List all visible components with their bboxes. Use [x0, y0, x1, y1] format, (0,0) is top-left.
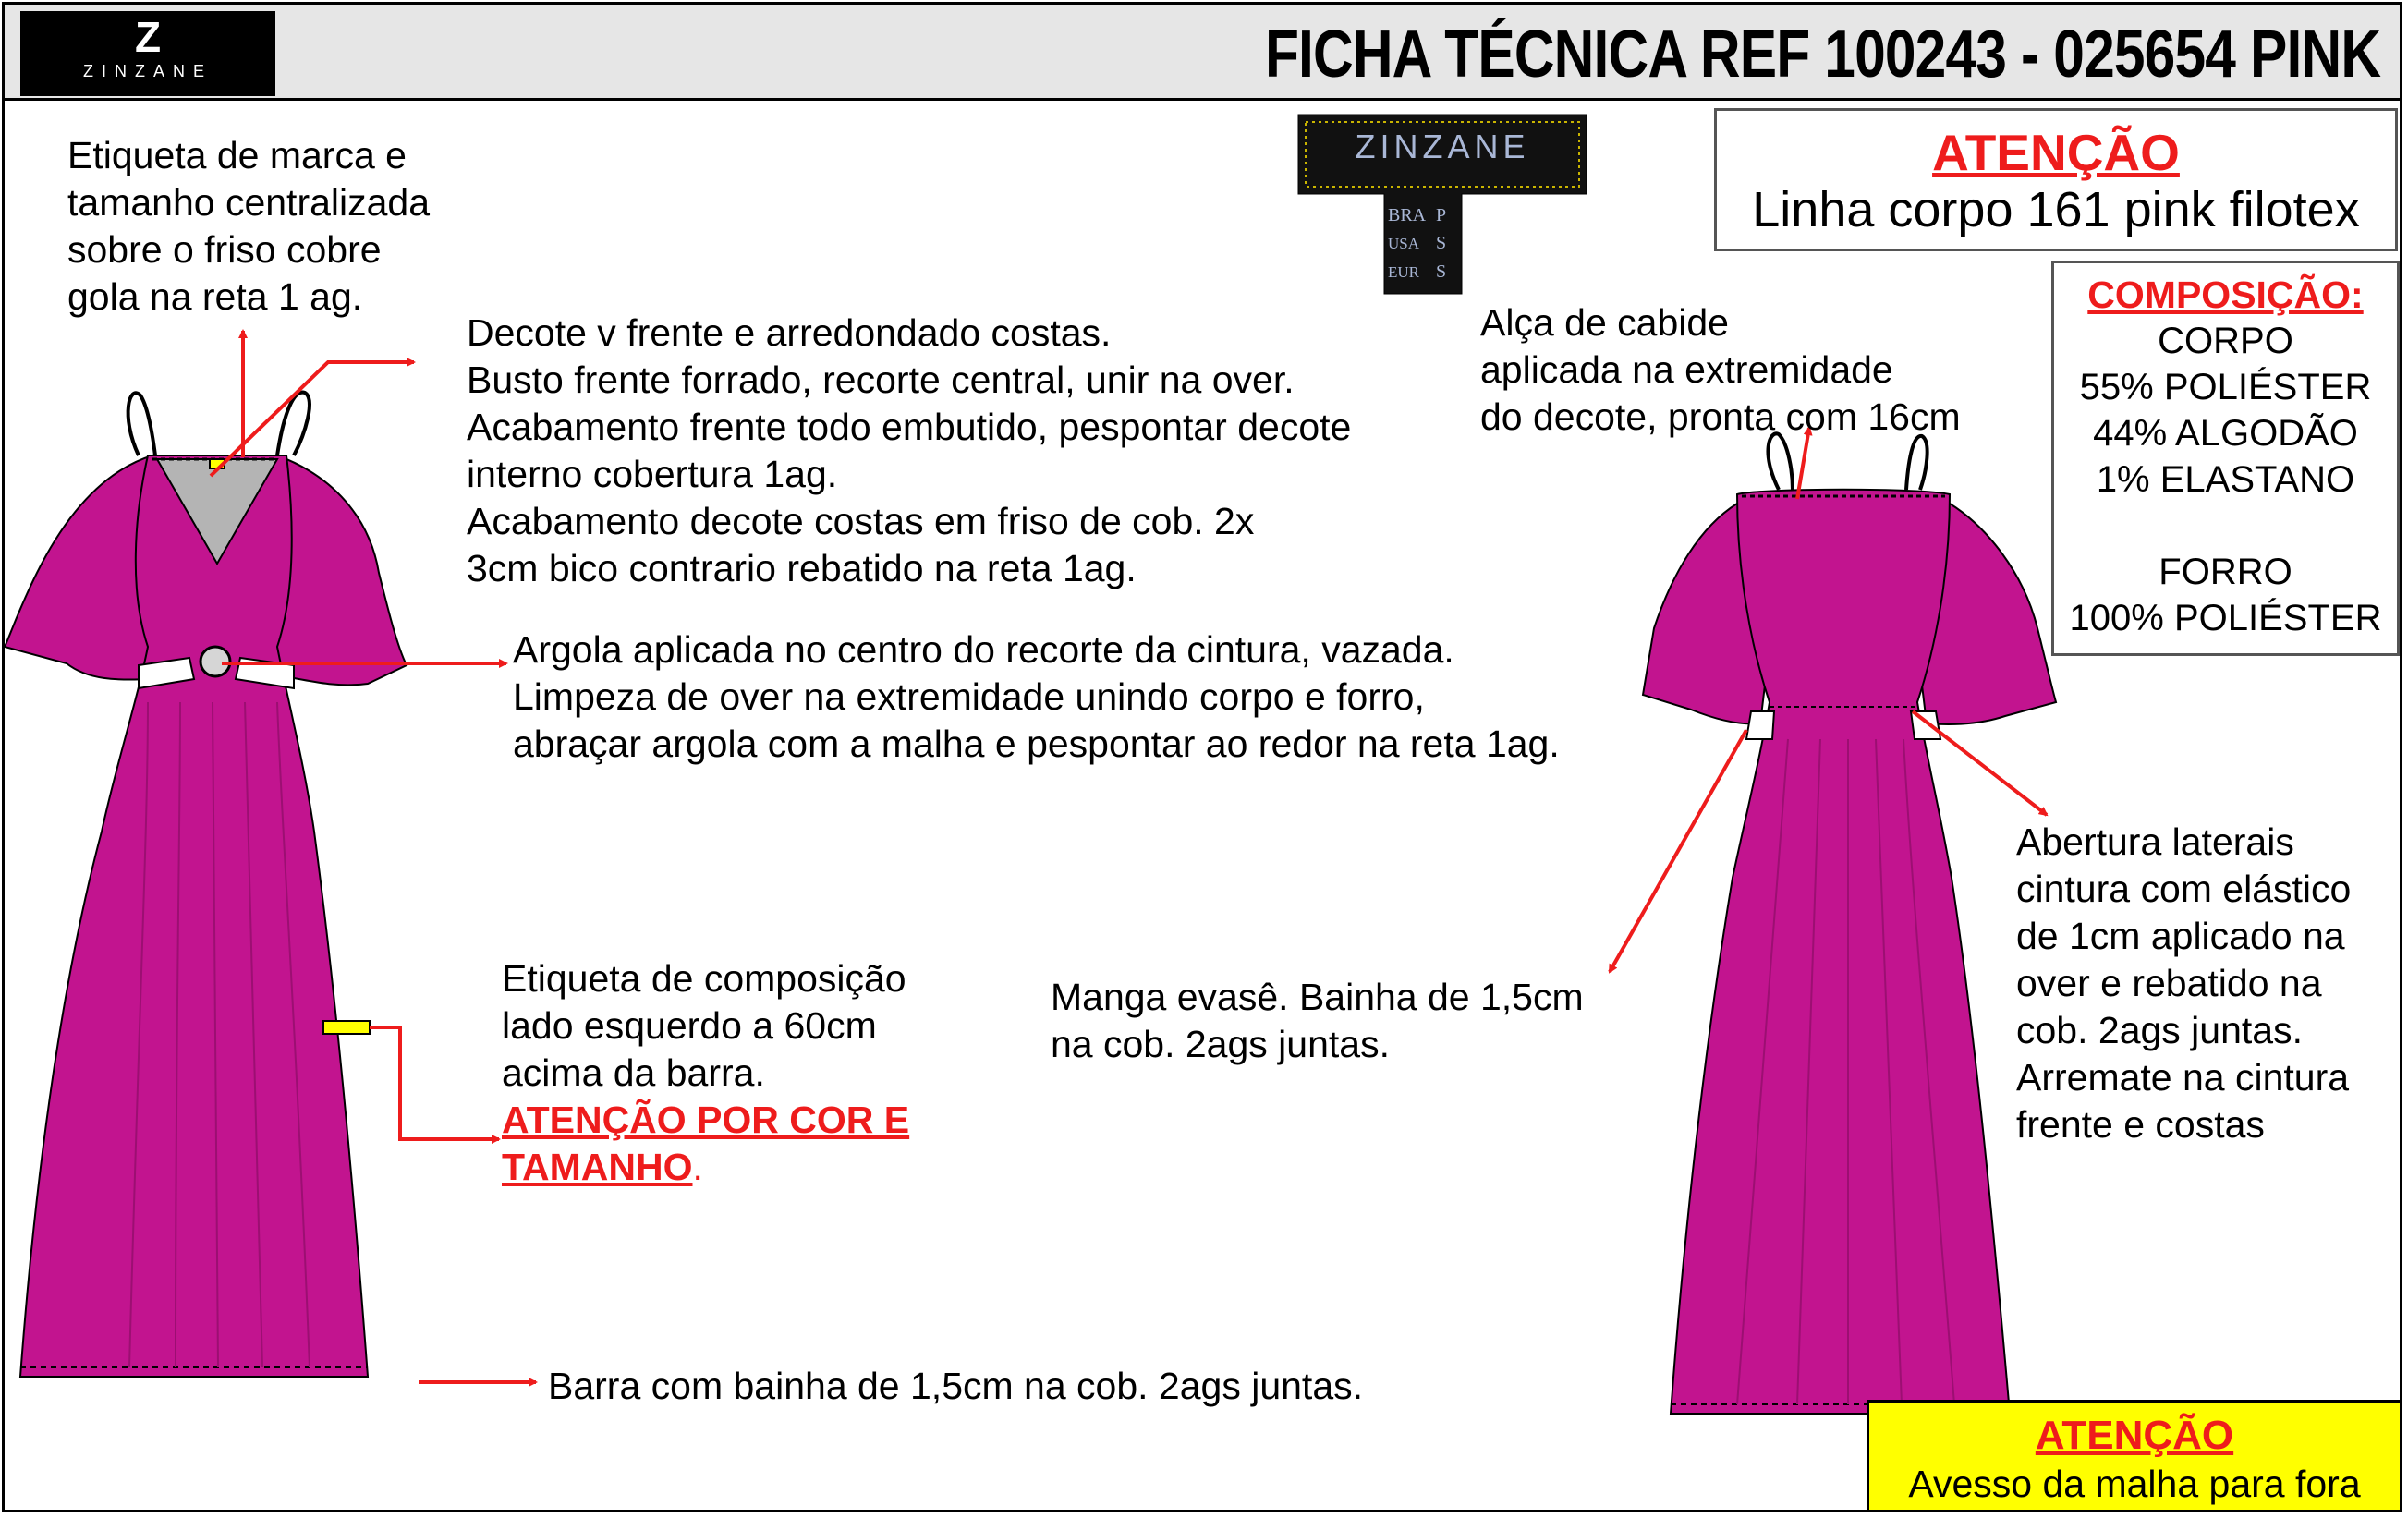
note-brand-label	[67, 132, 430, 321]
note-line: tamanho centralizada	[67, 181, 431, 224]
composition-line: 100% POLIÉSTER	[2069, 598, 2382, 638]
composition-label-marker	[323, 1021, 370, 1034]
note-line: Limpeza de over na extremidade unindo corpo e forro,	[513, 675, 1425, 718]
note-line: Busto frente forrado, recorte central, unir na over.	[467, 358, 1295, 401]
note-line: Arremate na cintura	[2016, 1056, 2350, 1099]
note-line: over e rebatido na	[2016, 962, 2322, 1004]
note-line: Manga evasê. Bainha de 1,5cm	[1051, 976, 1584, 1018]
note-line: interno cobertura 1ag.	[467, 453, 838, 495]
note-line: cob. 2ags juntas.	[2016, 1009, 2303, 1051]
warning-box	[1867, 1400, 2400, 1512]
note-composition-label	[502, 955, 909, 1191]
note-line: lado esquerdo a 60cm	[502, 1004, 877, 1047]
note-sleeve	[1051, 974, 1584, 1068]
warning-heading: ATENÇÃO	[2035, 1413, 2234, 1458]
back-dress-drawing	[1643, 433, 2056, 1414]
note-line: Abertura laterais	[2016, 820, 2294, 863]
note-line: sobre o friso cobre	[67, 228, 382, 271]
note-line: Etiqueta de composição	[502, 957, 906, 1000]
size-region-bra: BRA	[1388, 205, 1427, 225]
label-tag-sizes	[1388, 201, 1462, 286]
attention-heading: ATENÇÃO	[1932, 124, 2180, 181]
logo-word: ZINZANE	[82, 62, 213, 80]
note-line: Argola aplicada no centro do recorte da cintura, vazada.	[513, 628, 1454, 671]
note-line: Acabamento frente todo embutido, pespontar decote	[467, 406, 1352, 448]
composition-spacer	[2054, 503, 2397, 549]
label-tag-brand: ZINZANE	[1355, 128, 1530, 165]
note-waist-ring	[513, 626, 1560, 768]
note-line: Etiqueta de marca e	[67, 134, 407, 176]
note-line: acima da barra.	[502, 1051, 765, 1094]
composition-line: FORRO	[2159, 552, 2292, 592]
attention-box	[1714, 108, 2398, 251]
note-neckline	[467, 310, 1351, 592]
size-region-eur: EUR	[1388, 263, 1419, 281]
note-line: abraçar argola com a malha e pespontar ao redor na reta 1ag.	[513, 723, 1560, 765]
warning-line: TAMANHO	[502, 1146, 693, 1188]
size-value-eur: S	[1436, 261, 1447, 282]
note-side-openings	[2016, 819, 2351, 1148]
composition-line: CORPO	[2158, 321, 2293, 361]
note-line: gola na reta 1 ag.	[67, 275, 363, 318]
composition-heading: COMPOSIÇÃO:	[2087, 273, 2364, 316]
warning-line: ATENÇÃO POR COR E	[502, 1099, 910, 1141]
composition-box	[2051, 261, 2400, 656]
note-line: do decote, pronta com 16cm	[1480, 395, 1961, 438]
composition-line: 44% ALGODÃO	[2093, 413, 2358, 454]
note-line: na cob. 2ags juntas.	[1051, 1023, 1390, 1065]
composition-line: 55% POLIÉSTER	[2079, 367, 2372, 407]
size-value-usa: S	[1436, 233, 1447, 253]
composition-line: 1% ELASTANO	[2096, 459, 2355, 500]
warning-text: Avesso da malha para fora	[1908, 1463, 2361, 1505]
note-line: 3cm bico contrario rebatido na reta 1ag.	[467, 547, 1137, 589]
logo-mark: Z	[134, 13, 162, 61]
note-line: de 1cm aplicado na	[2016, 915, 2345, 957]
note-line: Alça de cabide	[1480, 301, 1729, 344]
page-title: FICHA TÉCNICA REF 100243 - 025654 PINK	[1264, 18, 2380, 91]
front-dress-drawing	[5, 393, 407, 1377]
size-region-usa: USA	[1388, 235, 1420, 252]
warning-tail: .	[692, 1146, 703, 1188]
note-hanger-loop	[1480, 299, 1961, 441]
note-line: Acabamento decote costas em friso de cob. 2x	[467, 500, 1255, 542]
note-line: cintura com elástico	[2016, 868, 2352, 910]
note-line: Decote v frente e arredondado costas.	[467, 311, 1112, 354]
note-line: frente e costas	[2016, 1103, 2265, 1146]
note-hem: Barra com bainha de 1,5cm na cob. 2ags juntas.	[548, 1365, 1364, 1407]
size-value-bra: P	[1436, 205, 1447, 225]
attention-text: Linha corpo 161 pink filotex	[1752, 182, 2360, 237]
note-line: aplicada na extremidade	[1480, 348, 1893, 391]
